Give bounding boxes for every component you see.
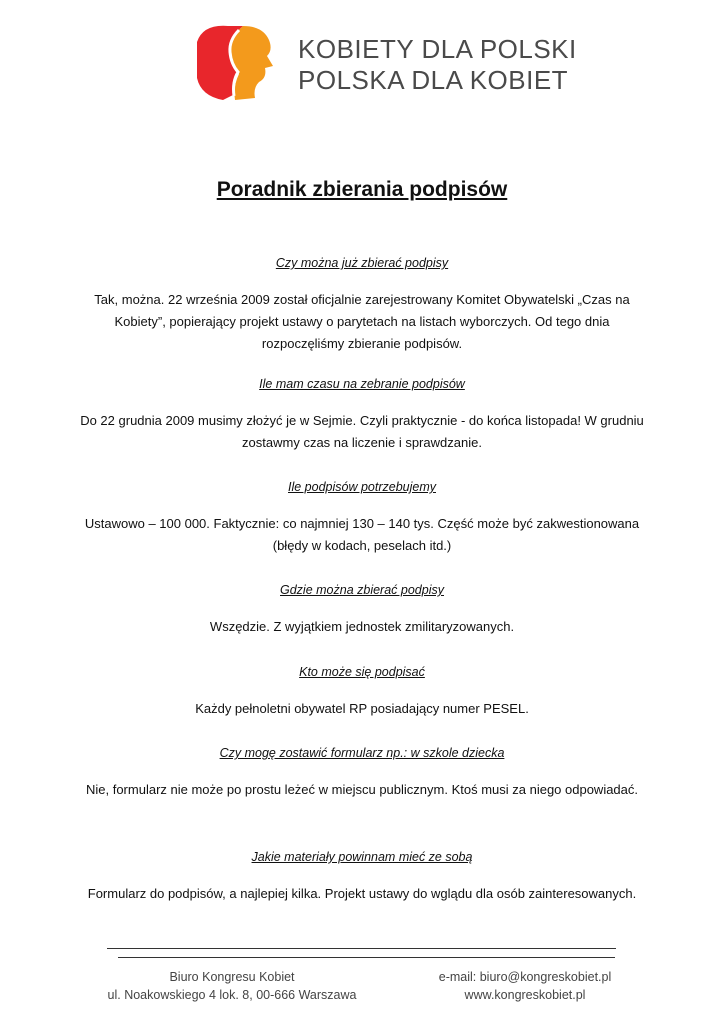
question: Jakie materiały powinnam mieć ze sobą	[251, 850, 473, 864]
qa-section-3	[80, 477, 644, 557]
footer-website: www.kongreskobiet.pl	[464, 988, 586, 1002]
answer: Ustawowo – 100 000. Faktycznie: co najmniej 130 – 140 tys. Część może być zakwestionowana (błędy w kodach, peselach itd.)	[84, 516, 640, 553]
footer-street: ul. Noakowskiego 4 lok. 8, 00-666 Warszawa	[107, 988, 357, 1002]
question: Kto może się podpisać	[299, 665, 425, 679]
qa-section-1	[80, 253, 644, 355]
answer: Każdy pełnoletni obywatel RP posiadający numer PESEL.	[195, 701, 529, 716]
qa-section-6	[80, 743, 644, 801]
answer: Do 22 grudnia 2009 musimy złożyć je w Sejmie. Czyli praktycznie - do końca listopada! W grudniu zostawmy czas na liczenie i sprawdzanie.	[80, 413, 644, 450]
qa-section-4	[80, 580, 644, 638]
qa-section-7	[80, 847, 644, 905]
question: Gdzie można zbierać podpisy	[280, 583, 444, 597]
logo-line-1: KOBIETY DLA POLSKI	[298, 34, 577, 64]
logo-line-2: POLSKA DLA KOBIET	[298, 65, 569, 95]
footer-divider	[107, 948, 616, 949]
qa-section-2	[80, 374, 644, 454]
document-title: Poradnik zbierania podpisów	[216, 178, 508, 201]
question: Czy mogę zostawić formularz np.: w szkole dziecka	[219, 746, 505, 760]
question: Ile mam czasu na zebranie podpisów	[259, 377, 465, 391]
qa-section-5	[80, 662, 644, 720]
logo-faces-icon	[193, 22, 283, 102]
footer-address	[107, 968, 357, 1004]
logo-text	[298, 34, 577, 96]
question: Ile podpisów potrzebujemy	[288, 480, 436, 494]
answer: Nie, formularz nie może po prostu leżeć w miejscu publicznym. Ktoś musi za niego odpowiadać.	[85, 782, 639, 797]
footer-divider	[118, 957, 615, 958]
question: Czy można już zbierać podpisy	[275, 256, 449, 270]
logo	[193, 22, 577, 102]
footer-contact	[420, 968, 630, 1004]
answer: Tak, można. 22 września 2009 został oficjalnie zarejestrowany Komitet Obywatelski „Czas na Kobiety”, popierający projekt ustawy o parytetach na listach wyborczych. Od tego dnia rozpoczęliśmy zbieranie podpisów.	[94, 292, 630, 351]
footer-email: e-mail: biuro@kongreskobiet.pl	[438, 970, 612, 984]
footer-office-name: Biuro Kongresu Kobiet	[169, 970, 295, 984]
answer: Wszędzie. Z wyjątkiem jednostek zmilitaryzowanych.	[209, 619, 515, 634]
answer: Formularz do podpisów, a najlepiej kilka. Projekt ustawy do wglądu dla osób zainteresowanych.	[87, 886, 637, 901]
